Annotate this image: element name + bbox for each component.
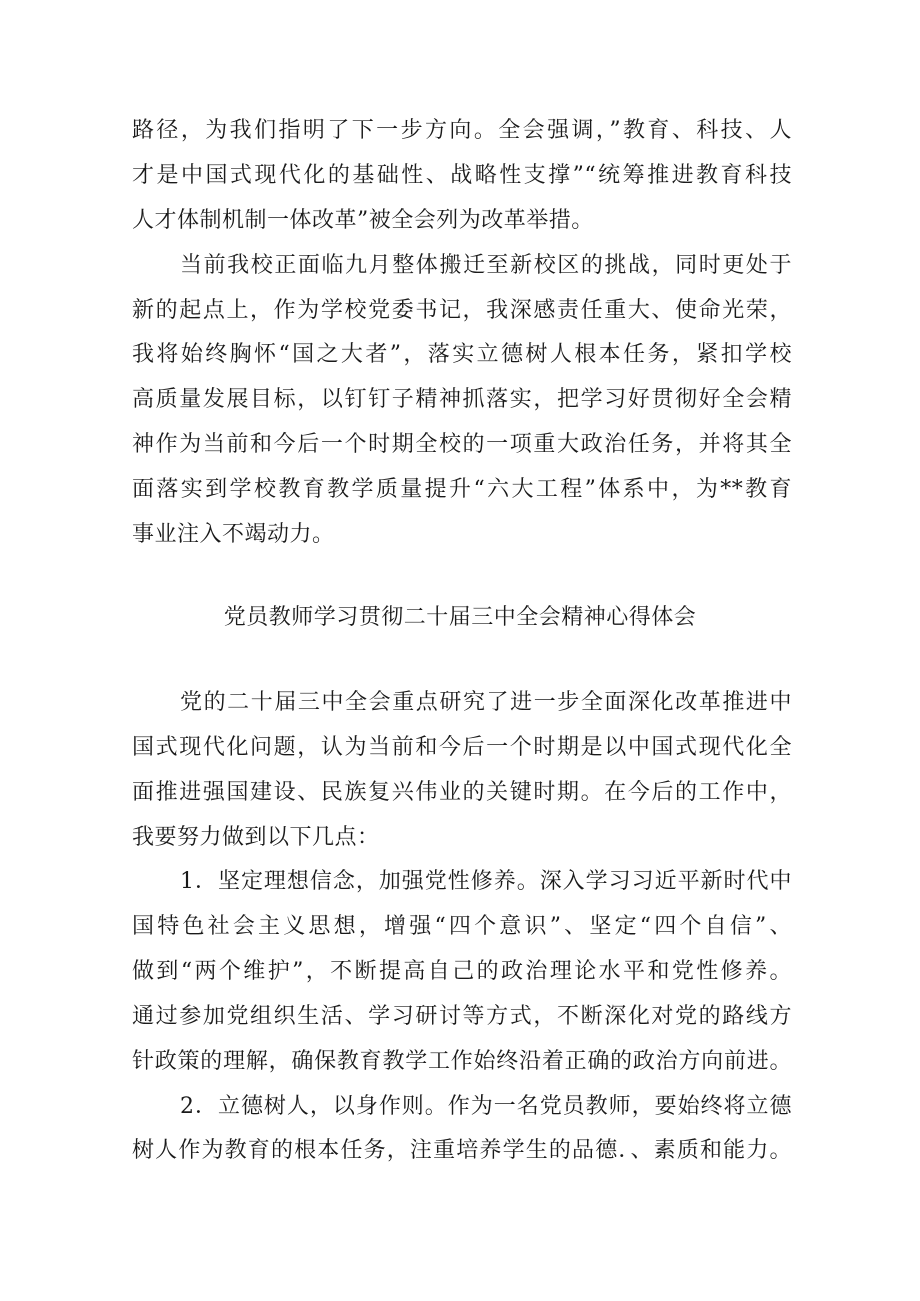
paragraph-line: 我要努力做到以下几点： [132, 825, 380, 850]
paragraph-line: 通过参加党组织生活、学习研讨等方式，不断深化对党的路线方 [132, 1004, 792, 1029]
paragraph-line: 做到“两个维护”，不断提高自己的政治理论水平和党性修养。 [132, 959, 792, 984]
paragraph-line: 面推进强国建设、民族复兴伟业的关键时期。在今后的工作中， [132, 780, 792, 805]
paragraph-line: 国特色社会主义思想，增强“四个意识”、坚定“四个自信”、 [132, 914, 792, 939]
paragraph-line: 新的起点上，作为学校党委书记，我深感责任重大、使命光荣， [132, 298, 792, 323]
paragraph-line: 国式现代化问题，认为当前和今后一个时期是以中国式现代化全 [132, 735, 792, 760]
paragraph-line: 人才体制机制一体改革”被全会列为改革举措。 [132, 208, 594, 233]
article-title: 党员教师学习贯彻二十届三中全会精神心得体会 [223, 605, 697, 630]
paragraph-line: 面落实到学校教育教学质量提升“六大工程”体系中，为**教育 [132, 477, 792, 502]
paragraph-line: 1．坚定理想信念，加强党性修养。深入学习习近平新时代中 [180, 869, 792, 894]
paragraph-line: 针政策的理解，确保教育教学工作始终沿着正确的政治方向前进。 [132, 1049, 792, 1074]
paragraph-line: 高质量发展目标，以钉钉子精神抓落实，把学习好贯彻好全会精 [132, 387, 792, 412]
paragraph-line: 路径，为我们指明了下一步方向。全会强调，”教育、科技、人 [132, 118, 792, 143]
paragraph-line: 我将始终胸怀“国之大者”，落实立德树人根本任务，紧扣学校 [132, 342, 792, 367]
paragraph-line: 才是中国式现代化的基础性、战略性支撑”“统筹推进教育科技 [132, 163, 792, 188]
paragraph-line: 神作为当前和今后一个时期全校的一项重大政治任务，并将其全 [132, 432, 792, 457]
paragraph-line: 事业注入不竭动力。 [132, 522, 335, 547]
paragraph-line: 党的二十届三中全会重点研究了进一步全面深化改革推进中 [180, 690, 792, 715]
paragraph-line: 当前我校正面临九月整体搬迁至新校区的挑战，同时更处于 [180, 253, 792, 278]
paragraph-line: 树人作为教育的根本任务，注重培养学生的品德．、素质和能力。 [132, 1138, 792, 1163]
paragraph-line: 2．立德树人，以身作则。作为一名党员教师，要始终将立德 [180, 1094, 792, 1119]
